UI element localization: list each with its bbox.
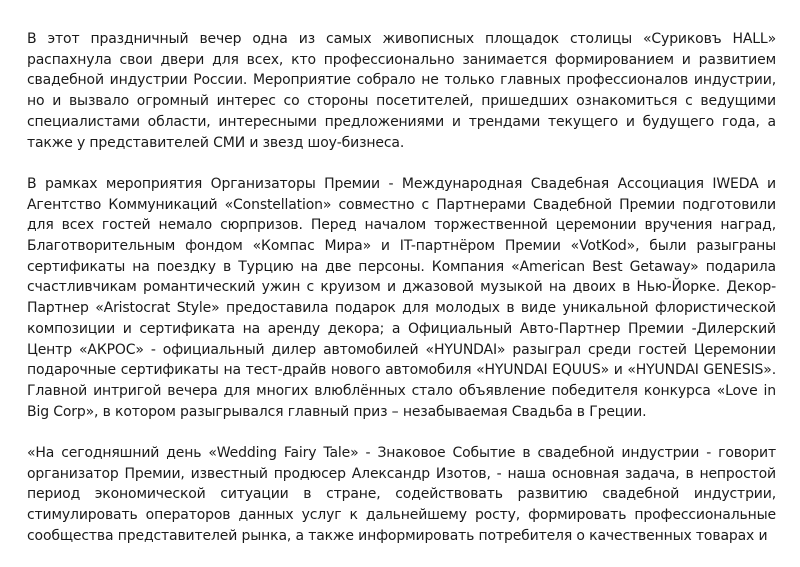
paragraph-organizer-quote: «На сегодняшний день «Wedding Fairy Tale» - Знаковое Событие в свадебной индустрии - говорит организатор Премии, известный продюсер Александр Изотов, - наша основная задача, в непростой период экономической ситуации в стране, содействовать развитию свадебной индустрии, стимулировать операторов данных услуг к дальнейшему росту, формировать профессиональные сообщества представителей рынка, а также информировать потребителя о качественных товарах и: [27, 445, 776, 544]
paragraph-prizes: В рамках мероприятия Организаторы Премии - Международная Свадебная Ассоциация IWEDA и Агентство Коммуникаций «Constellation» совместно с Партнерами Свадебной Премии подготовили для всех гостей немало сюрпризов. Перед началом торжественной церемонии вручения наград, Благотворительным фондом «Компас Мира» и IT-партнёром Премии «VotKod», были разыграны сертификаты на поездку в Турцию на две персоны. Компания «American Best Getaway» подарила счастливчикам романтический ужин с круизом и джазовой музыкой на двоих в Нью-Йорке. Декор-Партнер «Aristocrat Style» предоставила подарок для молодых в виде уникальной флористической композиции и сертификата на аренду декора; а Официальный Авто-Партнер Премии -Дилерский Центр «АКРОС» - официальный дилер автомобилей «HYUNDAI» разыграл среди гостей Церемонии подарочные сертификаты на тест-драйв нового автомобиля «HYUNDAI EQUUS» и «HYUNDAI GENESIS». Главной интригой вечера для многих влюблённых стало объявление победителя конкурса «Love in Big Corp», в котором разыгрывался главный приз – незабываемая Свадьба в Греции.: [27, 175, 776, 420]
paragraph-event-intro: В этот праздничный вечер одна из самых живописных площадок столицы «Суриковъ HALL» распахнула свои двери для всех, кто профессионально занимается формированием и развитием свадебной индустрии России. Мероприятие собрало не только главных профессионалов индустрии, но и вызвало огромный интерес со стороны посетителей, пришедших ознакомиться с ведущими специалистами области, интересными предложениями и трендами текущего и будущего года, а также у представителей СМИ и звезд шоу-бизнеса.: [27, 31, 776, 151]
article-body: [27, 29, 776, 567]
